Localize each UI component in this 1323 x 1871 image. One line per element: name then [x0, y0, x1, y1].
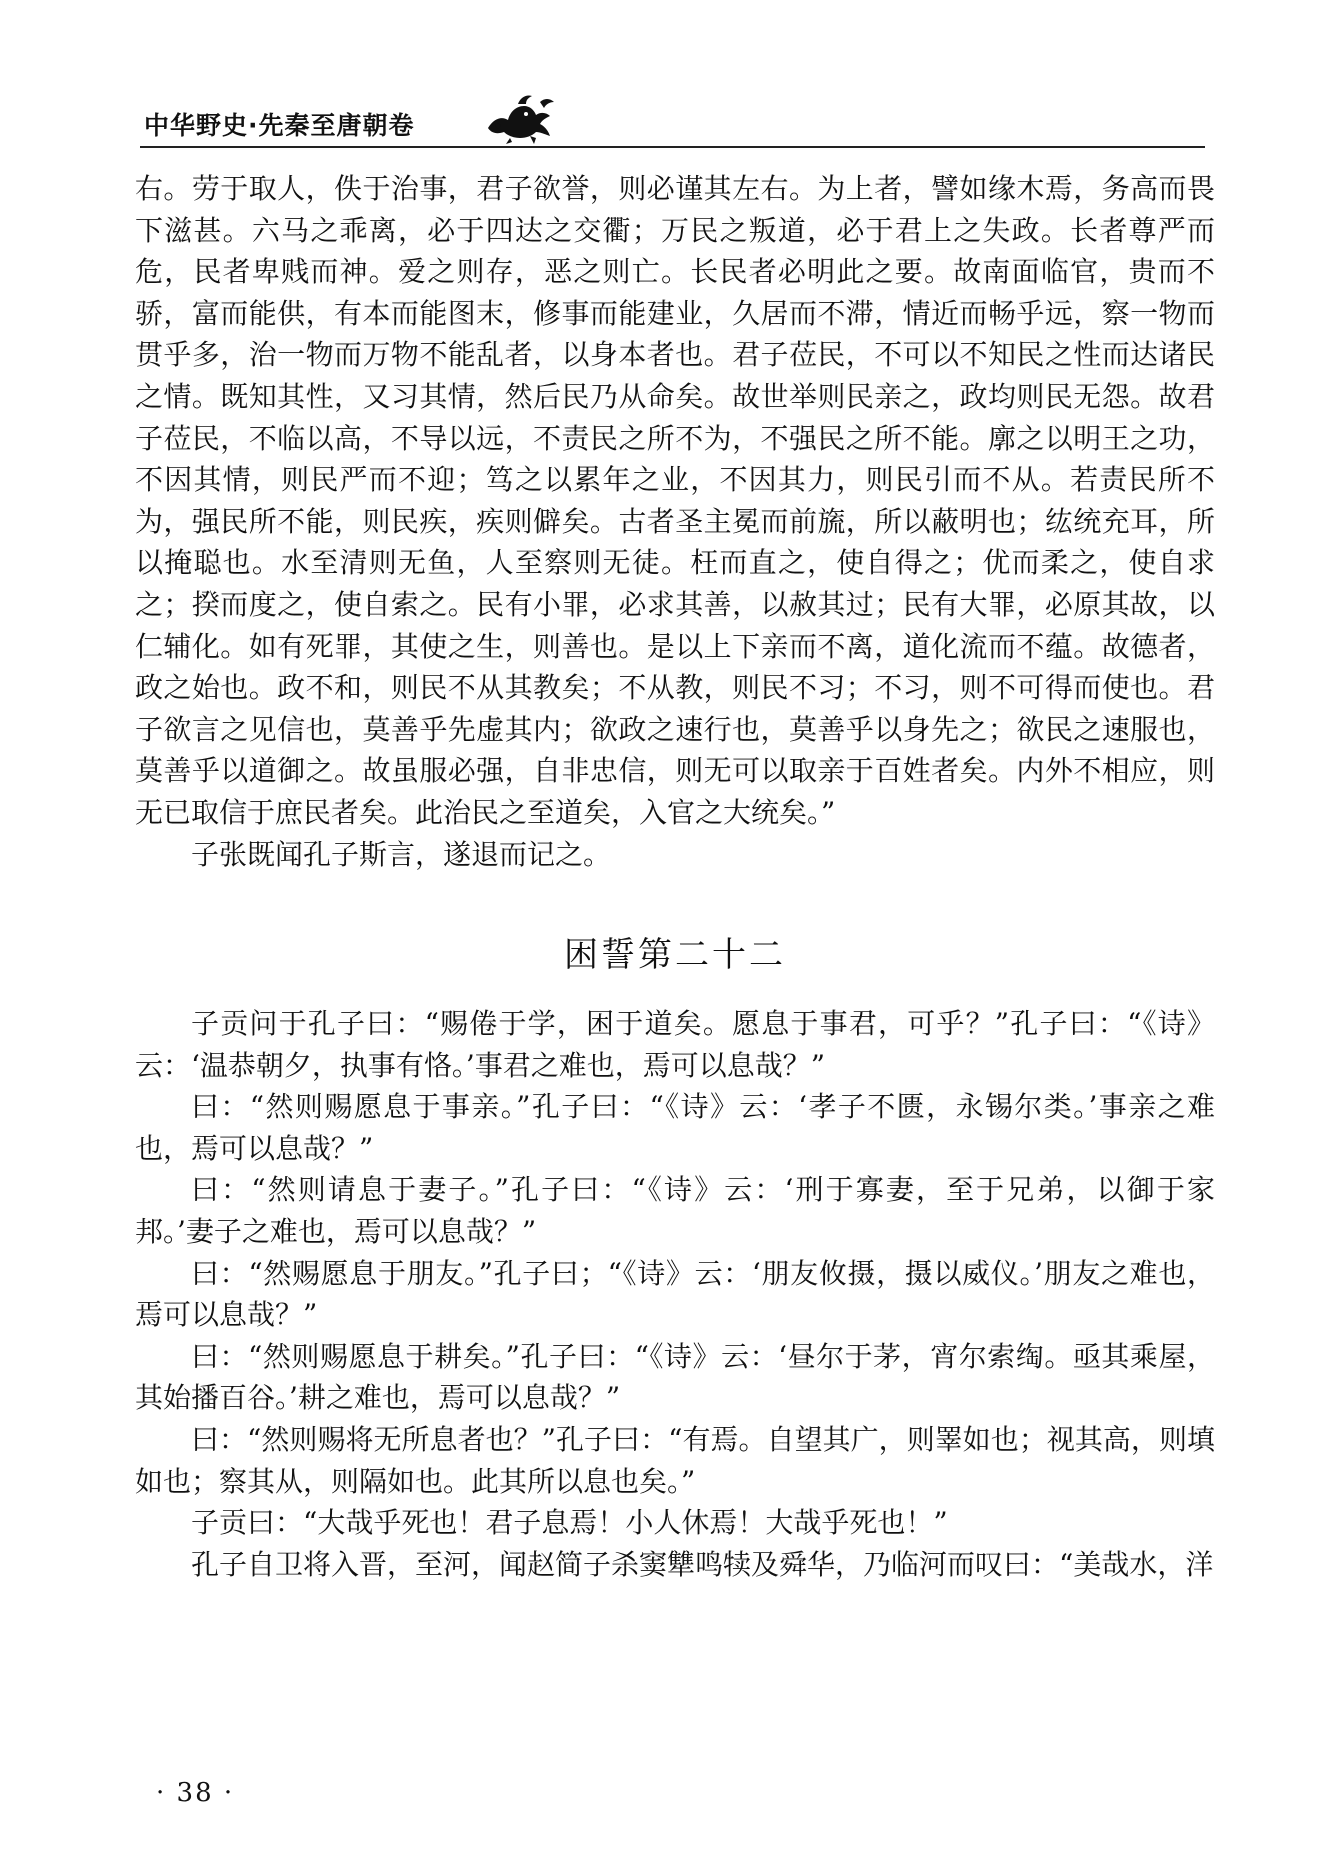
- paragraph: 子贡问于孔子曰：“赐倦于学，困于道矣。愿息于事君，可乎？”孔子曰：“《诗》云：‘温恭朝夕，执事有恪。’事君之难也，焉可以息哉？”: [135, 1007, 1215, 1082]
- header-rule: [140, 146, 1205, 148]
- page-number: · 38 ·: [156, 1778, 235, 1808]
- section-title: 困誓第二十二: [564, 935, 786, 976]
- dragon-emblem-icon: [480, 88, 558, 146]
- paragraph: 曰：“然则请息于妻子。”孔子曰：“《诗》云：‘刑于寡妻，至于兄弟，以御于家邦。’妻子之难也，焉可以息哉？”: [135, 1173, 1215, 1249]
- running-title: 中华野史·先秦至唐朝卷: [144, 111, 415, 140]
- paragraph: 曰：“然则赐愿息于事亲。”孔子曰：“《诗》云：‘孝子不匮，永锡尔类。’事亲之难也，焉可以息哉？”: [135, 1090, 1215, 1165]
- paragraph: 子张既闻孔子斯言，遂退而记之。: [191, 837, 612, 871]
- page-body: [135, 168, 1215, 1585]
- paragraph: 曰：“然则赐愿息于耕矣。”孔子曰：“《诗》云：‘昼尔于茅，宵尔索绹。亟其乘屋，其始播百谷。’耕之难也，焉可以息哉？”: [135, 1339, 1215, 1415]
- page-header: [140, 88, 1200, 148]
- paragraph: 子贡曰：“大哉乎死也！君子息焉！小人休焉！大哉乎死也！”: [191, 1506, 948, 1540]
- paragraph: 孔子自卫将入晋，至河，闻赵简子杀窦犨鸣犊及舜华，乃临河而叹曰：“美哉水，洋: [191, 1547, 1214, 1581]
- paragraph: 曰：“然赐愿息于朋友。”孔子曰；“《诗》云：‘朋友攸摄，摄以威仪。’朋友之难也，焉可以息哉？”: [135, 1256, 1215, 1332]
- continued-paragraph: 右。劳于取人，佚于治事，君子欲誉，则必谨其左右。为上者，譬如缘木焉，务高而畏下滋甚。六马之乖离，必于四达之交衢；万民之叛道，必于君上之失政。长者尊严而危，民者卑贱而神。爱之则存，恶之则亡。长民者必明此之要。故南面临官，贵而不骄，富而能供，有本而能图末，修事而能建业，久居而不滞，情近而畅乎远，察一物而贯乎多，治一物而万物不能乱者，以身本者也。君子莅民，不可以不知民之性而达诸民之情。既知其性，又习其情，然后民乃从命矣。故世举则民亲之，政均则民无怨。故君子莅民，不临以高，不导以远，不责民之所不为，不强民之所不能。廓之以明王之功，不因其情，则民严而不迎；笃之以累年之业，不因其力，则民引而不从。若责民所不为，强民所不能，则民疾，疾则僻矣。古者圣主冕而前旒，所以蔽明也；纮统充耳，所以掩聪也。水至清则无鱼，人至察则无徒。枉而直之，使自得之；优而柔之，使自求之；揆而度之，使自索之。民有小罪，必求其善，以赦其过；民有大罪，必原其故，以仁辅化。如有死罪，其使之生，则善也。是以上下亲而不离，道化流而不蕴。故德者，政之始也。政不和，则民不从其教矣；不从教，则民不习；不习，则不可得而使也。君子欲言之见信也，莫善乎先虚其内；欲政之速行也，莫善乎以身先之；欲民之速服也，莫善乎以道御之。故虽服必强，自非忠信，则无可以取亲于百姓者矣。内外不相应，则无已取信于庶民者矣。此治民之至道矣，入官之大统矣。”: [135, 172, 1215, 829]
- paragraph: 曰：“然则赐将无所息者也？”孔子曰：“有焉。自望其广，则睪如也；视其高，则填如也；察其从，则隔如也。此其所以息也矣。”: [135, 1423, 1215, 1498]
